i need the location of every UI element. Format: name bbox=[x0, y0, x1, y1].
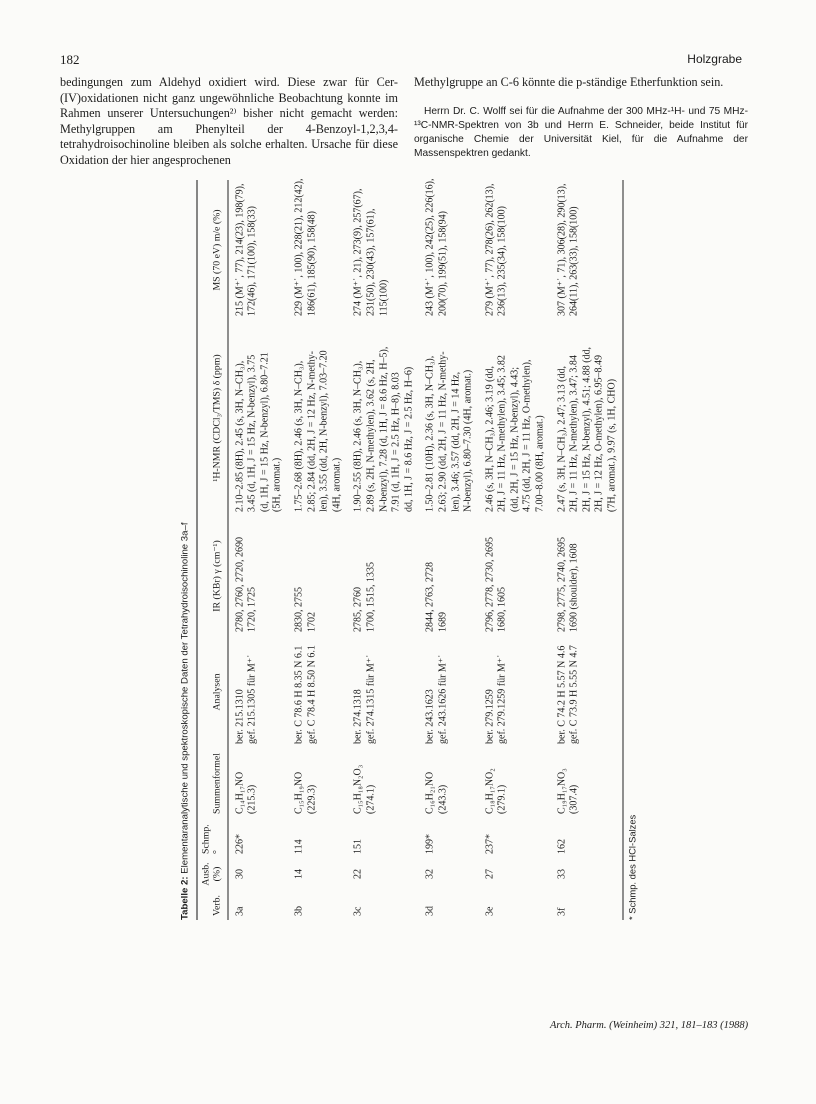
cell-analysis bbox=[347, 636, 419, 748]
cell-nmr-line: 2H, J = 11 Hz, N-methylen), 3.45; 3.82 bbox=[496, 355, 508, 512]
cell-nmr-line: (d, 1H, J = 15 Hz, N-benzyl), 6.80–7.21 bbox=[259, 352, 271, 512]
cell-nmr-line: len), 3.46; 3.57 (dd, 2H, J = 14 Hz, bbox=[450, 371, 461, 512]
formula: C₁₄H₁₇NO bbox=[234, 771, 246, 814]
molar-mass: (229.3) bbox=[306, 784, 318, 814]
table-footnote: * Schmp. des HCl-Salzes bbox=[626, 814, 638, 920]
cell-nmr bbox=[478, 320, 550, 516]
header-ausb: Ausb. (%) bbox=[200, 862, 223, 886]
cell-schmp: 199* bbox=[424, 834, 436, 854]
cell-ms-line: 231(50), 230(43), 157(61), bbox=[365, 208, 377, 316]
cell-ms-line: 186(61), 185(90), 158(48) bbox=[306, 211, 318, 316]
cell-ir-line: 2780, 2760, 2720, 2690 bbox=[234, 537, 246, 632]
cell-ms bbox=[550, 180, 622, 320]
table-caption: Tabelle 2: Elementaranalytische und spektroskopische Daten der Tetrahydroisochinoline 3a–f bbox=[179, 522, 191, 920]
cell-analysis-line: ber. C 78.6 H 8.35 N 6.1 bbox=[293, 645, 305, 744]
cell-verb: 3e bbox=[484, 906, 496, 916]
data-table bbox=[197, 180, 622, 920]
cell-ms-line: 115(100) bbox=[378, 279, 390, 316]
cell-nmr-line: N-benzyl), 7.28 (d, 1H, J = 8.6 Hz, H–5), bbox=[378, 346, 390, 512]
molar-mass: (243.3) bbox=[437, 784, 449, 814]
cell-nmr-line: (7H, aromat.), 9.97 (s, 1H, CHO) bbox=[606, 378, 618, 512]
cell-ir bbox=[419, 516, 478, 636]
cell-ir-line: 2796, 2778, 2730, 2695 bbox=[484, 537, 496, 632]
acknowledgement: Herrn Dr. C. Wolff sei für die Aufnahme der 300 MHz-¹H- und 75 MHz-¹³C-NMR-Spektren von 3b und Herrn E. Schneider, beide Institut für organische Chemie der Universität Kiel, für die Aufnahme der Massenspektren gedankt. bbox=[414, 105, 748, 159]
cell-verb: 3d bbox=[424, 906, 436, 916]
cell-nmr bbox=[287, 320, 346, 516]
cell-ms-line: 215 (M⁺˙, 77), 214(23), 198(79), bbox=[234, 183, 246, 316]
cell-ms bbox=[478, 180, 550, 320]
cell-analysis-line: gef. 215.1305 für M⁺˙ bbox=[246, 654, 258, 744]
cell-analysis-line: ber. 279.1259 bbox=[484, 689, 496, 744]
cell-ir-line: 1689 bbox=[437, 612, 449, 632]
cell-verb: 3b bbox=[293, 906, 305, 916]
cell-nmr-line: 4.75 (dd, 2H, J = 11 Hz, O-methylen), bbox=[521, 359, 533, 512]
header-nmr: ¹H-NMR (CDCl₃/TMS) δ (ppm) bbox=[211, 354, 223, 482]
cell-analysis bbox=[287, 636, 346, 748]
cell-nmr-line: 2.47 (s, 3H, N–CH₃), 2.47; 3.13 (dd, bbox=[556, 366, 568, 512]
molar-mass: (279.1) bbox=[496, 784, 508, 814]
cell-nmr bbox=[347, 320, 419, 516]
cell-nmr-line: 2H, J = 11 Hz, N-methylen), 3.47; 3.84 bbox=[568, 355, 580, 512]
cell-ausb: 30 bbox=[234, 869, 246, 879]
cell-ausb: 22 bbox=[352, 869, 364, 879]
cell-ausb: 14 bbox=[293, 869, 305, 879]
header-ir: IR (KBr) γ (cm⁻¹) bbox=[211, 540, 223, 612]
cell-nmr-line: (dd, 2H, J = 15 Hz, N-benzyl), 4.43; bbox=[509, 366, 521, 512]
cell-ms bbox=[347, 180, 419, 320]
table-row bbox=[419, 180, 478, 920]
cell-ir bbox=[287, 516, 346, 636]
molar-mass: (215.3) bbox=[246, 784, 258, 814]
cell-ir-line: 1700, 1515, 1335 bbox=[365, 562, 377, 632]
cell-nmr-line: N-benzyl), 6.80–7.30 (4H, aromat.) bbox=[462, 369, 474, 512]
cell-schmp: 114 bbox=[293, 839, 305, 854]
header-ms: MS (70 eV) m/e (%) bbox=[211, 209, 223, 291]
cell-ausb: 32 bbox=[424, 869, 436, 879]
cell-nmr-line: 2H, J = 12 Hz, O-methylen), 6.95–8.49 bbox=[593, 354, 605, 512]
cell-analysis-line: ber. C 74.2 H 5.57 N 4.6 bbox=[556, 645, 568, 744]
molar-mass: (274.1) bbox=[365, 784, 377, 814]
cell-ausb: 33 bbox=[556, 869, 568, 879]
cell-ir bbox=[347, 516, 419, 636]
cell-analysis bbox=[478, 636, 550, 748]
cell-ms-line: 172(46), 171(100), 158(33) bbox=[246, 206, 258, 316]
cell-analysis-line: gef. 279.1259 für M⁺˙ bbox=[496, 654, 508, 744]
body-paragraph: Methylgruppe an C-6 könnte die p-ständige Etherfunktion sein. bbox=[414, 75, 724, 89]
body-paragraph: bedingungen zum Aldehyd oxidiert wird. Diese zwar für Cer-(IV)oxidationen nicht ganz ungewöhnliche Beobachtung konnte im Rahmen unserer Untersuchungen²⁾ bisher nicht gemacht werden: Methylgruppen am Phenylteil der 4-Benzoyl-1,2,3,4-tetrahydroisochinoline bleiben als solche erhalten. Ursache für diese Oxidation der hier angesprochenen bbox=[60, 75, 398, 167]
cell-nmr-line: 3.45 (d, 1H, J = 15 Hz, N-benzyl), 3.75 bbox=[246, 354, 258, 512]
cell-nmr-line: 1.50–2.81 (10H), 2.36 (s, 3H, N–CH₃), bbox=[424, 355, 436, 512]
cell-ir bbox=[550, 516, 622, 636]
cell-nmr-line: (5H, aromat.) bbox=[271, 457, 283, 512]
cell-ir-line: 2844, 2763, 2728 bbox=[424, 562, 436, 632]
header-analysen: Analysen bbox=[211, 673, 223, 711]
table-row bbox=[550, 180, 622, 920]
cell-analysis-line: gef. C 73.9 H 5.55 N 4.7 bbox=[568, 645, 580, 744]
cell-ir-line: 1680, 1605 bbox=[496, 587, 508, 632]
formula: C₁₅H₁₉NO bbox=[293, 771, 305, 814]
cell-formula bbox=[347, 748, 419, 818]
cell-ms-line: 274 (M⁺˙, 21), 273(9), 257(67), bbox=[352, 188, 364, 316]
cell-ms-line: 243 (M⁺˙, 100), 242(25), 226(16), bbox=[424, 178, 436, 316]
cell-ausb: 27 bbox=[484, 869, 496, 879]
cell-ir bbox=[228, 516, 287, 636]
header-schmp: Schmp. ° bbox=[200, 824, 223, 854]
cell-ms-line: 236(13), 235(34), 158(100) bbox=[496, 206, 508, 316]
cell-formula bbox=[228, 748, 287, 818]
cell-nmr-line: 2H, J = 15 Hz, N-benzyl), 4.51; 4.88 (dd, bbox=[581, 346, 593, 512]
cell-nmr-line: 2.63; 2.90 (dd, 2H, J = 11 Hz, N-methy- bbox=[437, 351, 449, 512]
journal-citation: Arch. Pharm. (Weinheim) 321, 181–183 (1988) bbox=[550, 1020, 749, 1031]
header-verb: Verb. bbox=[211, 895, 223, 916]
table-row bbox=[478, 180, 550, 920]
cell-ir-line: 1702 bbox=[306, 612, 318, 632]
cell-schmp: 162 bbox=[556, 839, 568, 854]
formula: C₁₆H₂₁NO bbox=[424, 771, 436, 814]
cell-ir-line: 1690 (shoulder), 1608 bbox=[568, 543, 580, 632]
cell-formula bbox=[550, 748, 622, 818]
cell-formula bbox=[419, 748, 478, 818]
cell-analysis-line: gef. 274.1315 für M⁺˙ bbox=[365, 654, 377, 744]
cell-nmr-line: 1.90–2.55 (8H), 2.46 (s, 3H, N–CH₃), bbox=[352, 360, 364, 512]
cell-verb: 3f bbox=[556, 907, 568, 916]
left-column bbox=[60, 75, 398, 168]
cell-ms-line: 200(70), 199(51), 158(94) bbox=[437, 211, 449, 316]
cell-formula bbox=[287, 748, 346, 818]
cell-formula bbox=[478, 748, 550, 818]
cell-analysis-line: ber. 243.1623 bbox=[424, 689, 436, 744]
cell-analysis bbox=[550, 636, 622, 748]
cell-nmr bbox=[228, 320, 287, 516]
running-header-author: Holzgrabe bbox=[687, 52, 742, 66]
molar-mass: (307.4) bbox=[568, 784, 580, 814]
right-column bbox=[414, 75, 748, 161]
cell-schmp: 226* bbox=[234, 834, 246, 854]
cell-nmr-line: 7.00–8.00 (8H, aromat.) bbox=[534, 415, 546, 512]
formula: C₁₈H₁₇NO₂ bbox=[484, 768, 496, 814]
cell-analysis bbox=[419, 636, 478, 748]
cell-ir-line: 1720, 1725 bbox=[246, 587, 258, 632]
cell-nmr-line: 2.85; 2.84 (dd, 2H, J = 12 Hz, N-methy- bbox=[306, 351, 318, 512]
page-number: 182 bbox=[60, 52, 80, 67]
table-header-row bbox=[197, 180, 227, 920]
cell-ms bbox=[228, 180, 287, 320]
cell-ms-line: 264(11), 263(33), 158(100) bbox=[568, 206, 580, 316]
cell-analysis bbox=[228, 636, 287, 748]
cell-schmp: 237* bbox=[484, 834, 496, 854]
cell-analysis-line: gef. 243.1626 für M⁺˙ bbox=[437, 654, 449, 744]
table-row bbox=[228, 180, 287, 920]
cell-verb: 3c bbox=[352, 906, 364, 916]
cell-nmr-line: 2.89 (s, 2H, N-methylen), 3.62 (s, 2H, bbox=[365, 359, 377, 512]
formula: C₁₉H₁₇NO₃ bbox=[556, 768, 568, 814]
cell-nmr bbox=[550, 320, 622, 516]
header-summenformel: Summenformel bbox=[211, 753, 223, 814]
cell-verb: 3a bbox=[234, 906, 246, 916]
table-row bbox=[347, 180, 419, 920]
cell-analysis-line: ber. 274.1318 bbox=[352, 689, 364, 744]
cell-ms bbox=[419, 180, 478, 320]
cell-ms-line: 307 (M⁺˙, 71), 306(28), 290(13), bbox=[556, 183, 568, 316]
cell-nmr-line: 2.10–2.85 (8H), 2.45 (s, 3H, N–CH₃), bbox=[234, 360, 246, 512]
cell-ir-line: 2785, 2760 bbox=[352, 587, 364, 632]
cell-ms-line: 229 (M⁺˙, 100), 228(21), 212(42), bbox=[293, 178, 305, 316]
cell-nmr-line: 1.75–2.68 (8H), 2.46 (s, 3H, N–CH₃), bbox=[293, 360, 305, 512]
cell-analysis-line: gef. C 78.4 H 8.50 N 6.1 bbox=[306, 645, 318, 744]
cell-schmp: 151 bbox=[352, 839, 364, 854]
cell-ir-line: 2830, 2755 bbox=[293, 587, 305, 632]
cell-nmr-line: dd, 1H, J = 8.6 Hz, J = 2.5 Hz, H–6) bbox=[403, 366, 415, 512]
cell-nmr-line: (4H, aromat.) bbox=[331, 457, 343, 512]
cell-ms-line: 279 (M⁺˙, 77), 278(26), 262(13), bbox=[484, 183, 496, 316]
cell-nmr-line: 2.46 (s, 3H, N–CH₃), 2.46; 3.19 (dd, bbox=[484, 366, 496, 512]
data-table-rotated bbox=[180, 180, 765, 920]
cell-nmr bbox=[419, 320, 478, 516]
cell-ir bbox=[478, 516, 550, 636]
cell-nmr-line: len), 3.55 (dd, 2H, N-benzyl), 7.03–7.20 bbox=[318, 350, 330, 512]
table-row bbox=[287, 180, 346, 920]
cell-nmr-line: 7.91 (d, 1H, J = 2.5 Hz, H–8), 8.03 bbox=[390, 372, 402, 512]
cell-analysis-line: ber. 215.1310 bbox=[234, 689, 246, 744]
cell-ir-line: 2798, 2775, 2740, 2695 bbox=[556, 537, 568, 632]
formula: C₁₅H₁₈N₂O₃ bbox=[352, 764, 364, 814]
cell-ms bbox=[287, 180, 346, 320]
